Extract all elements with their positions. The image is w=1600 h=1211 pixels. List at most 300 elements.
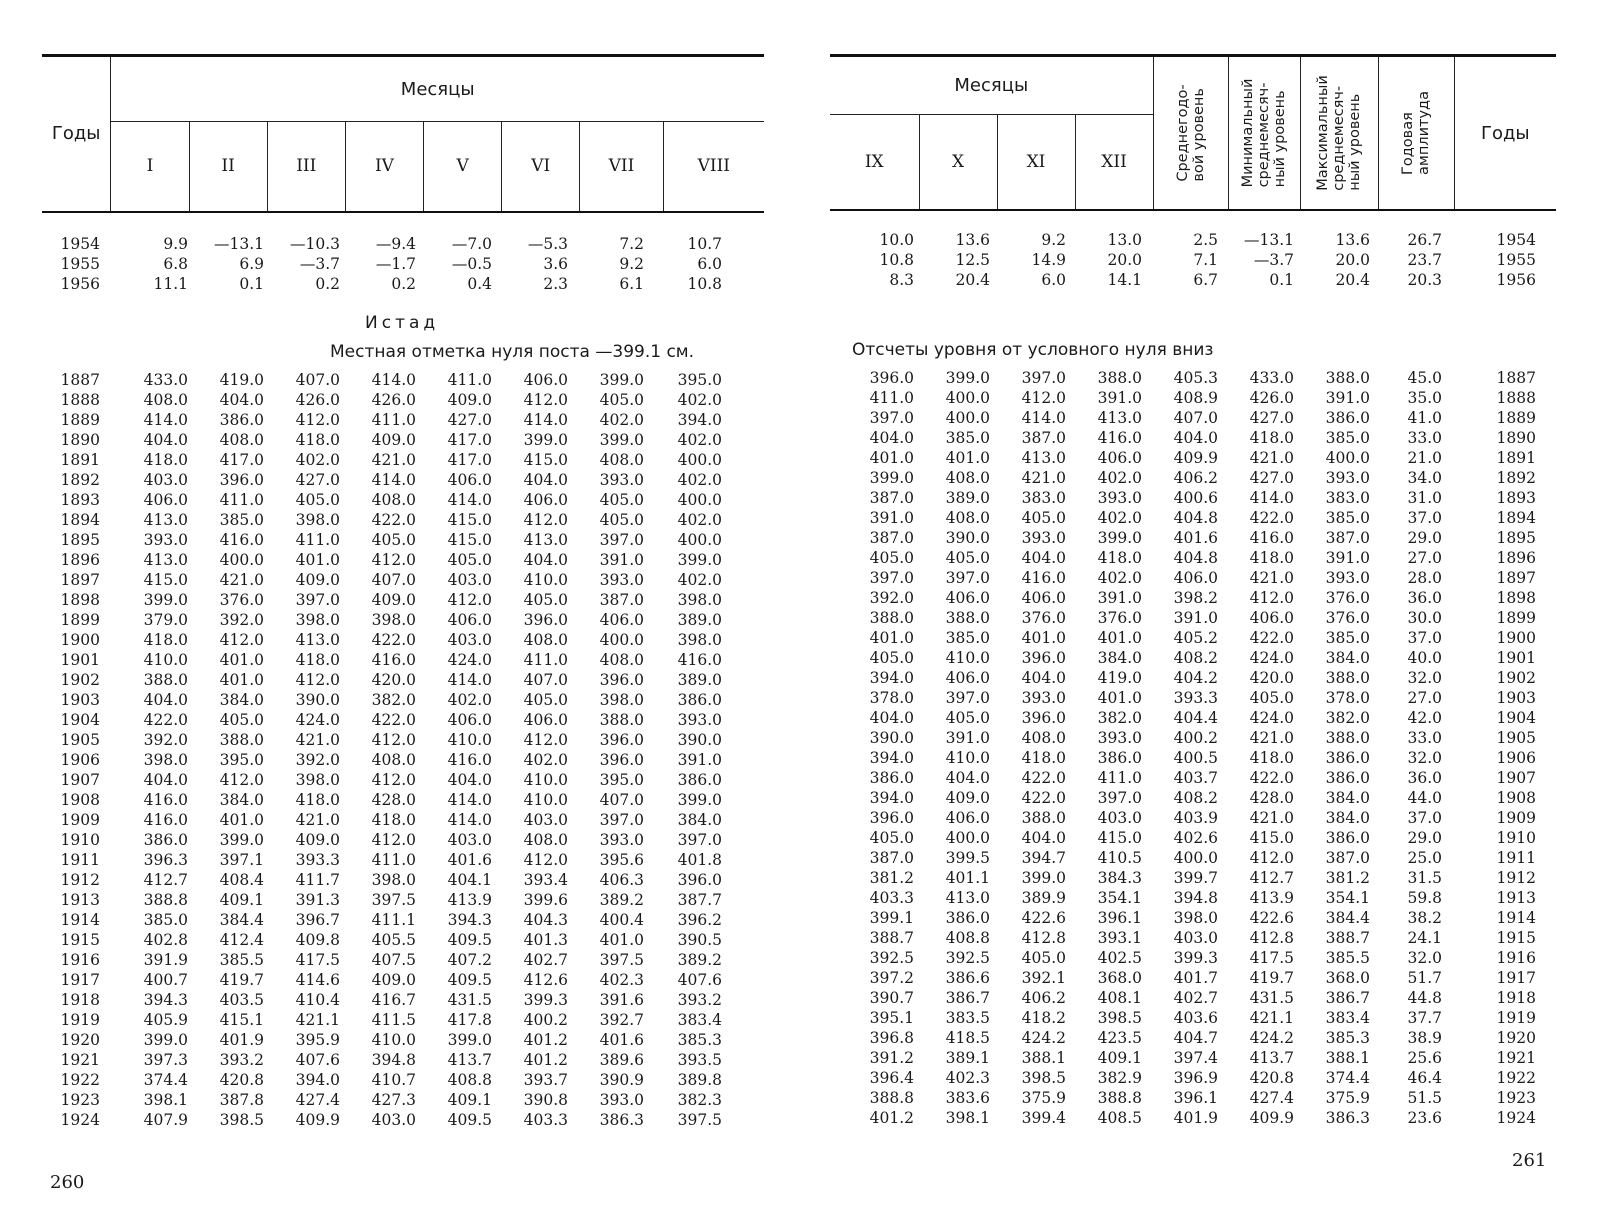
table-cell: 3.6 (543, 255, 568, 273)
table-cell: 384.0 (1325, 809, 1370, 827)
table-cell: 410.0 (523, 571, 568, 589)
table-cell: 424.2 (1021, 1029, 1066, 1047)
table-cell: 407.6 (677, 971, 722, 989)
table-cell: 408.0 (371, 491, 416, 509)
table-cell: 398.0 (295, 611, 340, 629)
table-cell: —13.1 (213, 235, 264, 253)
table-row (42, 870, 764, 890)
table-row (42, 790, 764, 810)
table-cell: 1911 (60, 851, 100, 869)
table-cell: 400.2 (1173, 729, 1218, 747)
table-cell: 419.7 (219, 971, 264, 989)
table-cell: 1893 (60, 491, 100, 509)
table-row (830, 488, 1556, 508)
table-cell: 385.3 (1325, 1029, 1370, 1047)
table-cell: —7.0 (451, 235, 492, 253)
table-cell: 1916 (60, 951, 100, 969)
table-cell: 403.0 (143, 471, 188, 489)
table-cell: 385.0 (1325, 509, 1370, 527)
table-cell: 388.8 (1097, 1089, 1142, 1107)
table-cell: 402.0 (1097, 469, 1142, 487)
table-cell: 354.1 (1097, 889, 1142, 907)
table-cell: 386.3 (599, 1111, 644, 1129)
table-cell: 392.1 (1021, 969, 1066, 987)
table-cell: 403.0 (1173, 929, 1218, 947)
table-cell: 413.0 (143, 511, 188, 529)
table-row (42, 950, 764, 970)
table-cell: 414.0 (1021, 409, 1066, 427)
table-cell: 403.0 (1097, 809, 1142, 827)
table-cell: 1923 (1496, 1089, 1536, 1107)
table-cell: 1905 (60, 731, 100, 749)
table-cell: 404.7 (1173, 1029, 1218, 1047)
table-cell: 404.2 (1173, 669, 1218, 687)
table-cell: 396.0 (1021, 649, 1066, 667)
table-cell: 408.0 (371, 751, 416, 769)
table-cell: 411.0 (869, 389, 914, 407)
table-cell: 10.8 (687, 275, 722, 293)
table-cell: 401.0 (219, 671, 264, 689)
table-cell: 411.7 (295, 871, 340, 889)
table-cell: 409.0 (371, 971, 416, 989)
table-cell: 10.8 (879, 251, 914, 269)
table-cell: 2.3 (543, 275, 568, 293)
table-cell: 1910 (60, 831, 100, 849)
table-cell: 416.0 (143, 791, 188, 809)
table-cell: 381.2 (869, 869, 914, 887)
table-cell: 6.0 (1041, 271, 1066, 289)
table-cell: 376.0 (1325, 589, 1370, 607)
table-cell: 10.7 (687, 235, 722, 253)
table-row (42, 254, 764, 274)
table-cell: 25.0 (1407, 849, 1442, 867)
table-cell: 1899 (1496, 609, 1536, 627)
table-cell: 409.5 (447, 1111, 492, 1129)
table-cell: 1887 (1496, 369, 1536, 387)
table-cell: 411.0 (1097, 769, 1142, 787)
table-cell: 1916 (1496, 949, 1536, 967)
table-cell: 402.7 (523, 951, 568, 969)
table-cell: 402.0 (447, 691, 492, 709)
table-cell: 401.0 (1097, 689, 1142, 707)
table-cell: 384.4 (219, 911, 264, 929)
table-cell: 397.0 (295, 591, 340, 609)
table-row (830, 388, 1556, 408)
table-cell: 1920 (60, 1031, 100, 1049)
table-cell: 385.0 (219, 511, 264, 529)
table-cell: 413.9 (447, 891, 492, 909)
table-cell: 393.0 (1097, 729, 1142, 747)
table-cell: 33.0 (1407, 429, 1442, 447)
table-cell: 413.9 (1249, 889, 1294, 907)
table-cell: 1888 (1496, 389, 1536, 407)
table-cell: 401.0 (869, 449, 914, 467)
table-cell: 411.0 (295, 531, 340, 549)
table-cell: 418.5 (945, 1029, 990, 1047)
table-cell: 417.8 (447, 1011, 492, 1029)
table-cell: 390.8 (523, 1091, 568, 1109)
table-cell: 410.5 (1097, 849, 1142, 867)
table-cell: 408.8 (447, 1071, 492, 1089)
table-cell: 395.9 (295, 1031, 340, 1049)
table-cell: 20.3 (1407, 271, 1442, 289)
table-cell: 399.0 (143, 591, 188, 609)
table-cell: 406.2 (1021, 989, 1066, 1007)
table-cell: 383.4 (1325, 1009, 1370, 1027)
table-cell: 408.5 (1097, 1109, 1142, 1127)
table-cell: 37.0 (1407, 809, 1442, 827)
table-cell: 399.3 (523, 991, 568, 1009)
month-header: I (146, 156, 154, 177)
table-row (42, 810, 764, 830)
amplitude-header: Годовая амплитуда (1400, 91, 1433, 175)
table-cell: 400.0 (599, 631, 644, 649)
table-cell: 1890 (60, 431, 100, 449)
table-cell: 406.0 (523, 491, 568, 509)
table-cell: 405.0 (295, 491, 340, 509)
table-cell: —0.5 (451, 255, 492, 273)
table-cell: 2.5 (1193, 231, 1218, 249)
table-cell: 405.0 (599, 511, 644, 529)
table-row (830, 508, 1556, 528)
table-cell: 1909 (1496, 809, 1536, 827)
table-cell: 391.0 (599, 551, 644, 569)
table-row (42, 550, 764, 570)
table-row (42, 370, 764, 390)
table-cell: 403.7 (1173, 769, 1218, 787)
table-cell: 408.9 (1173, 389, 1218, 407)
table-cell: 411.0 (447, 371, 492, 389)
table-cell: 37.7 (1407, 1009, 1442, 1027)
table-cell: 421.0 (1249, 729, 1294, 747)
table-row (830, 808, 1556, 828)
table-cell: 405.0 (869, 829, 914, 847)
table-cell: 408.2 (1173, 789, 1218, 807)
table-cell: 416.0 (1097, 429, 1142, 447)
table-cell: 420.0 (1249, 669, 1294, 687)
station-subtitle: Местная отметка нуля поста —399.1 см. (330, 342, 695, 362)
table-cell: 1920 (1496, 1029, 1536, 1047)
table-cell: 417.0 (219, 451, 264, 469)
table-cell: 386.0 (143, 831, 188, 849)
table-row (830, 588, 1556, 608)
table-cell: 427.4 (1249, 1089, 1294, 1107)
table-cell: 384.0 (219, 691, 264, 709)
table-row (830, 948, 1556, 968)
table-cell: 386.0 (1325, 769, 1370, 787)
table-cell: 427.0 (447, 411, 492, 429)
table-cell: 51.5 (1407, 1089, 1442, 1107)
table-cell: 409.0 (371, 591, 416, 609)
table-cell: 412.0 (295, 411, 340, 429)
table-cell: 1914 (1496, 909, 1536, 927)
left-header-table (42, 54, 764, 213)
table-cell: 406.0 (447, 711, 492, 729)
table-cell: 422.6 (1021, 909, 1066, 927)
table-cell: 34.0 (1407, 469, 1442, 487)
table-row (830, 768, 1556, 788)
table-cell: 404.0 (143, 771, 188, 789)
table-cell: 433.0 (1249, 369, 1294, 387)
table-cell: 408.0 (523, 831, 568, 849)
table-cell: 401.9 (1173, 1109, 1218, 1127)
table-cell: 409.0 (945, 789, 990, 807)
table-cell: 427.0 (1249, 409, 1294, 427)
table-cell: 413.7 (447, 1051, 492, 1069)
table-cell: 1910 (1496, 829, 1536, 847)
table-cell: 385.0 (945, 629, 990, 647)
table-cell: 416.0 (447, 751, 492, 769)
table-cell: 390.9 (599, 1071, 644, 1089)
table-cell: 416.0 (371, 651, 416, 669)
table-cell: 413.0 (1021, 449, 1066, 467)
table-row (42, 770, 764, 790)
table-cell: 402.0 (599, 411, 644, 429)
table-cell: 418.0 (1097, 549, 1142, 567)
table-cell: 386.0 (945, 909, 990, 927)
table-cell: 418.0 (1249, 429, 1294, 447)
table-row (830, 230, 1556, 250)
table-row (42, 890, 764, 910)
table-cell: 402.0 (677, 511, 722, 529)
table-row (830, 250, 1556, 270)
table-cell: 412.0 (523, 851, 568, 869)
table-cell: 414.0 (447, 791, 492, 809)
table-cell: 396.0 (599, 731, 644, 749)
table-row (42, 630, 764, 650)
table-cell: 421.0 (1021, 469, 1066, 487)
table-cell: 35.0 (1407, 389, 1442, 407)
table-cell: 404.4 (1173, 709, 1218, 727)
table-cell: 36.0 (1407, 769, 1442, 787)
table-cell: 1889 (1496, 409, 1536, 427)
table-cell: 1921 (60, 1051, 100, 1069)
table-row (830, 270, 1556, 290)
table-cell: 386.0 (869, 769, 914, 787)
table-cell: 0.1 (1269, 271, 1294, 289)
table-cell: 1913 (60, 891, 100, 909)
table-cell: 405.0 (1249, 689, 1294, 707)
table-row (42, 470, 764, 490)
table-cell: 388.0 (1325, 669, 1370, 687)
table-cell: 401.3 (523, 931, 568, 949)
table-cell: 1890 (1496, 429, 1536, 447)
table-cell: 386.3 (1325, 1109, 1370, 1127)
table-cell: 398.1 (945, 1109, 990, 1127)
table-row (42, 930, 764, 950)
table-cell: 1917 (60, 971, 100, 989)
table-cell: 21.0 (1407, 449, 1442, 467)
table-cell: 404.0 (447, 771, 492, 789)
table-cell: 412.0 (1249, 589, 1294, 607)
table-cell: 20.4 (1335, 271, 1370, 289)
table-cell: 421.1 (295, 1011, 340, 1029)
table-cell: 1900 (60, 631, 100, 649)
table-cell: 394.0 (677, 411, 722, 429)
table-cell: 399.0 (1097, 529, 1142, 547)
table-row (830, 868, 1556, 888)
table-cell: 397.0 (677, 831, 722, 849)
table-cell: 404.8 (1173, 509, 1218, 527)
table-cell: 399.0 (599, 431, 644, 449)
table-cell: 393.2 (677, 991, 722, 1009)
table-cell: 409.9 (1173, 449, 1218, 467)
table-cell: 398.0 (295, 771, 340, 789)
table-cell: 405.3 (1173, 369, 1218, 387)
table-cell: 386.0 (677, 771, 722, 789)
table-row (42, 830, 764, 850)
table-cell: 23.7 (1407, 251, 1442, 269)
table-cell: 413.0 (1097, 409, 1142, 427)
table-cell: 409.0 (295, 831, 340, 849)
table-cell: 409.1 (219, 891, 264, 909)
table-cell: 383.0 (1325, 489, 1370, 507)
table-cell: 422.0 (1249, 509, 1294, 527)
right-header-table (830, 54, 1556, 211)
readings-note: Отсчеты уровня от условного нуля вниз (852, 340, 1214, 360)
table-cell: 400.7 (143, 971, 188, 989)
table-cell: 400.0 (677, 451, 722, 469)
table-row (42, 430, 764, 450)
table-cell: 413.0 (143, 551, 188, 569)
table-cell: 401.6 (1173, 529, 1218, 547)
table-row (42, 750, 764, 770)
table-cell: 406.0 (945, 809, 990, 827)
table-cell: 419.7 (1249, 969, 1294, 987)
table-cell: 433.0 (143, 371, 188, 389)
table-cell: 400.0 (945, 829, 990, 847)
table-cell: 406.0 (1097, 449, 1142, 467)
table-cell: 408.0 (523, 631, 568, 649)
table-cell: 1918 (1496, 989, 1536, 1007)
table-cell: 389.1 (945, 1049, 990, 1067)
table-cell: 401.6 (599, 1031, 644, 1049)
table-cell: 385.5 (1325, 949, 1370, 967)
table-row (42, 1050, 764, 1070)
table-cell: 383.4 (677, 1011, 722, 1029)
table-cell: 1955 (60, 255, 100, 273)
table-row (830, 1028, 1556, 1048)
table-row (830, 1068, 1556, 1088)
table-cell: 406.0 (523, 371, 568, 389)
table-cell: 393.0 (677, 711, 722, 729)
table-cell: 399.0 (523, 431, 568, 449)
table-cell: 412.7 (1249, 869, 1294, 887)
table-row (42, 670, 764, 690)
table-cell: 424.0 (1249, 649, 1294, 667)
table-cell: 10.0 (879, 231, 914, 249)
table-cell: 405.0 (869, 649, 914, 667)
table-cell: 398.1 (143, 1091, 188, 1109)
table-cell: 401.2 (523, 1051, 568, 1069)
month-header: IX (864, 151, 884, 172)
table-row (830, 368, 1556, 388)
table-cell: 386.0 (677, 691, 722, 709)
table-cell: 32.0 (1407, 949, 1442, 967)
table-cell: 399.1 (869, 909, 914, 927)
table-cell: 406.0 (1173, 569, 1218, 587)
table-cell: 406.0 (447, 471, 492, 489)
table-cell: 388.0 (143, 671, 188, 689)
table-cell: 403.9 (1173, 809, 1218, 827)
table-cell: 427.4 (295, 1091, 340, 1109)
table-cell: 1918 (60, 991, 100, 1009)
table-cell: 401.1 (945, 869, 990, 887)
table-cell: 385.0 (143, 911, 188, 929)
table-cell: 1891 (1496, 449, 1536, 467)
table-cell: 414.6 (295, 971, 340, 989)
table-cell: 393.0 (1021, 529, 1066, 547)
table-cell: 1894 (1496, 509, 1536, 527)
table-cell: 46.4 (1407, 1069, 1442, 1087)
table-cell: 423.5 (1097, 1029, 1142, 1047)
table-cell: 426.0 (1249, 389, 1294, 407)
table-cell: 20.0 (1335, 251, 1370, 269)
table-cell: 410.0 (371, 1031, 416, 1049)
table-cell: 402.0 (677, 431, 722, 449)
table-cell: 31.0 (1407, 489, 1442, 507)
month-header: III (296, 156, 317, 177)
table-cell: 422.0 (143, 711, 188, 729)
table-row (830, 748, 1556, 768)
table-cell: 399.0 (143, 1031, 188, 1049)
table-cell: 405.0 (219, 711, 264, 729)
table-cell: 421.0 (1249, 569, 1294, 587)
table-cell: 387.8 (219, 1091, 264, 1109)
table-cell: 400.5 (1173, 749, 1218, 767)
month-header: II (221, 156, 235, 177)
table-cell: 27.0 (1407, 549, 1442, 567)
month-header: V (456, 156, 469, 177)
table-cell: 407.0 (599, 791, 644, 809)
table-cell: 393.0 (599, 1091, 644, 1109)
table-cell: 391.0 (945, 729, 990, 747)
table-cell: 404.0 (523, 471, 568, 489)
table-cell: 38.2 (1407, 909, 1442, 927)
table-cell: 393.2 (219, 1051, 264, 1069)
table-cell: 403.0 (447, 831, 492, 849)
table-row (830, 448, 1556, 468)
table-cell: —13.1 (1243, 231, 1294, 249)
table-cell: 404.0 (143, 691, 188, 709)
table-cell: 400.2 (523, 1011, 568, 1029)
table-cell: 1954 (60, 235, 100, 253)
table-cell: 405.0 (599, 391, 644, 409)
table-cell: 422.0 (1249, 629, 1294, 647)
month-header: X (951, 151, 965, 172)
table-cell: 421.0 (295, 811, 340, 829)
month-header: VIII (697, 156, 731, 177)
table-cell: 420.8 (1249, 1069, 1294, 1087)
table-cell: 414.0 (1249, 489, 1294, 507)
table-cell: 1955 (1496, 251, 1536, 269)
table-cell: 397.5 (677, 1111, 722, 1129)
table-cell: 410.4 (295, 991, 340, 1009)
table-cell: 400.0 (1173, 849, 1218, 867)
table-cell: 427.0 (1249, 469, 1294, 487)
table-cell: 408.0 (143, 391, 188, 409)
table-cell: 416.0 (143, 811, 188, 829)
table-row (42, 390, 764, 410)
table-cell: 421.1 (1249, 1009, 1294, 1027)
table-cell: 42.0 (1407, 709, 1442, 727)
table-cell: 412.0 (1249, 849, 1294, 867)
table-cell: 397.0 (869, 569, 914, 587)
table-cell: 422.6 (1249, 909, 1294, 927)
table-cell: 407.2 (447, 951, 492, 969)
table-cell: 30.0 (1407, 609, 1442, 627)
table-cell: 415.0 (143, 571, 188, 589)
